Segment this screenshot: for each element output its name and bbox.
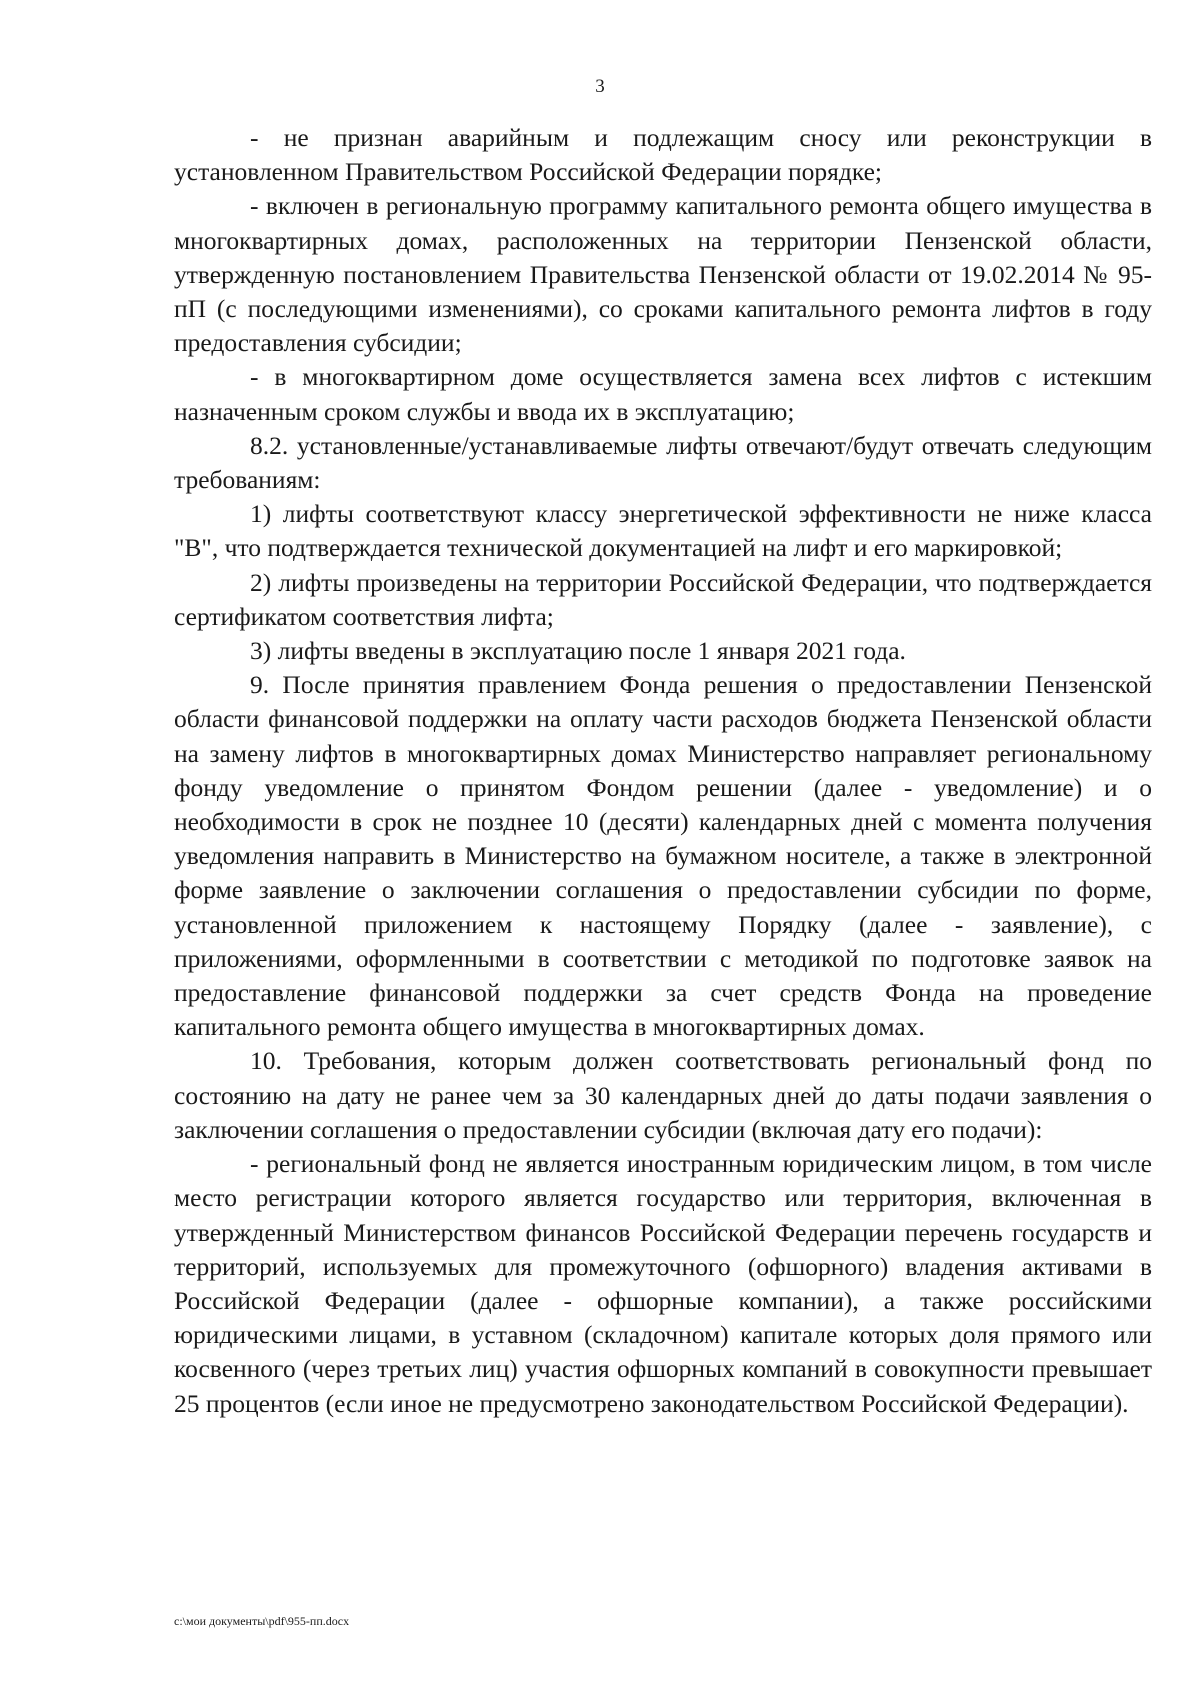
paragraph: 10. Требования, которым должен соответствовать региональный фонд по состоянию на дату не ранее чем за 30 календарных дней до даты подачи заявления о заключении соглашения о предоставлении субсидии (включая дату его подачи): bbox=[174, 1046, 1152, 1144]
paragraph: 2) лифты произведены на территории Российской Федерации, что подтверждается сертификатом соответствия лифта; bbox=[174, 567, 1152, 631]
paragraph: - в многоквартирном доме осуществляется замена всех лифтов с истекшим назначенным сроком службы и ввода их в эксплуатацию; bbox=[174, 362, 1152, 426]
page-number: 3 bbox=[595, 76, 605, 97]
paragraph: - включен в региональную программу капитального ремонта общего имущества в многоквартирных домах, расположенных на территории Пензенской области, утвержденную постановлением Правительства Пензенской области от 19.02.2014 № 95-пП (с последующими изменениями), со сроками капитального ремонта лифтов в году предоставления субсидии; bbox=[174, 191, 1152, 358]
paragraph: 1) лифты соответствуют классу энергетической эффективности не ниже класса "В", что подтверждается технической документацией на лифт и его маркировкой; bbox=[174, 499, 1152, 563]
document-body bbox=[174, 121, 1152, 1421]
paragraph: 3) лифты введены в эксплуатацию после 1 января 2021 года. bbox=[250, 636, 906, 666]
paragraph: 8.2. установленные/устанавливаемые лифты отвечают/будут отвечать следующим требованиям: bbox=[174, 430, 1152, 495]
footer-file-path: c:\мои документы\pdf\955-пп.docx bbox=[174, 1614, 350, 1628]
paragraph: - не признан аварийным и подлежащим сносу или реконструкции в установленном Правительством Российской Федерации порядке; bbox=[174, 123, 1152, 187]
paragraph: - региональный фонд не является иностранным юридическим лицом, в том числе место регистрации которого является государство или территория, включенная в утвержденный Министерством финансов Российской Федерации перечень государств и территорий, используемых для промежуточного (офшорного) владения активами в Российской Федерации (далее - офшорные компании), а также российскими юридическими лицами, в уставном (складочном) капитале которых доля прямого или косвенного (через третьих лиц) участия офшорных компаний в совокупности превышает 25 процентов (если иное не предусмотрено законодательством Российской Федерации). bbox=[174, 1149, 1152, 1418]
paragraph: 9. После принятия правлением Фонда решения о предоставлении Пензенской области финансовой поддержки на оплату части расходов бюджета Пензенской области на замену лифтов в многоквартирных домах Министерство направляет региональному фонду уведомление о принятом Фондом решении (далее - уведомление) и о необходимости в срок не позднее 10 (десяти) календарных дней с момента получения уведомления направить в Министерство на бумажном носителе, а также в электронной форме заявление о заключении соглашения о предоставлении субсидии по форме, установленной приложением к настоящему Порядку (далее - заявление), с приложениями, оформленными в соответствии с методикой по подготовке заявок на предоставление финансовой поддержки за счет средств Фонда на проведение капитального ремонта общего имущества в многоквартирных домах. bbox=[174, 670, 1152, 1042]
